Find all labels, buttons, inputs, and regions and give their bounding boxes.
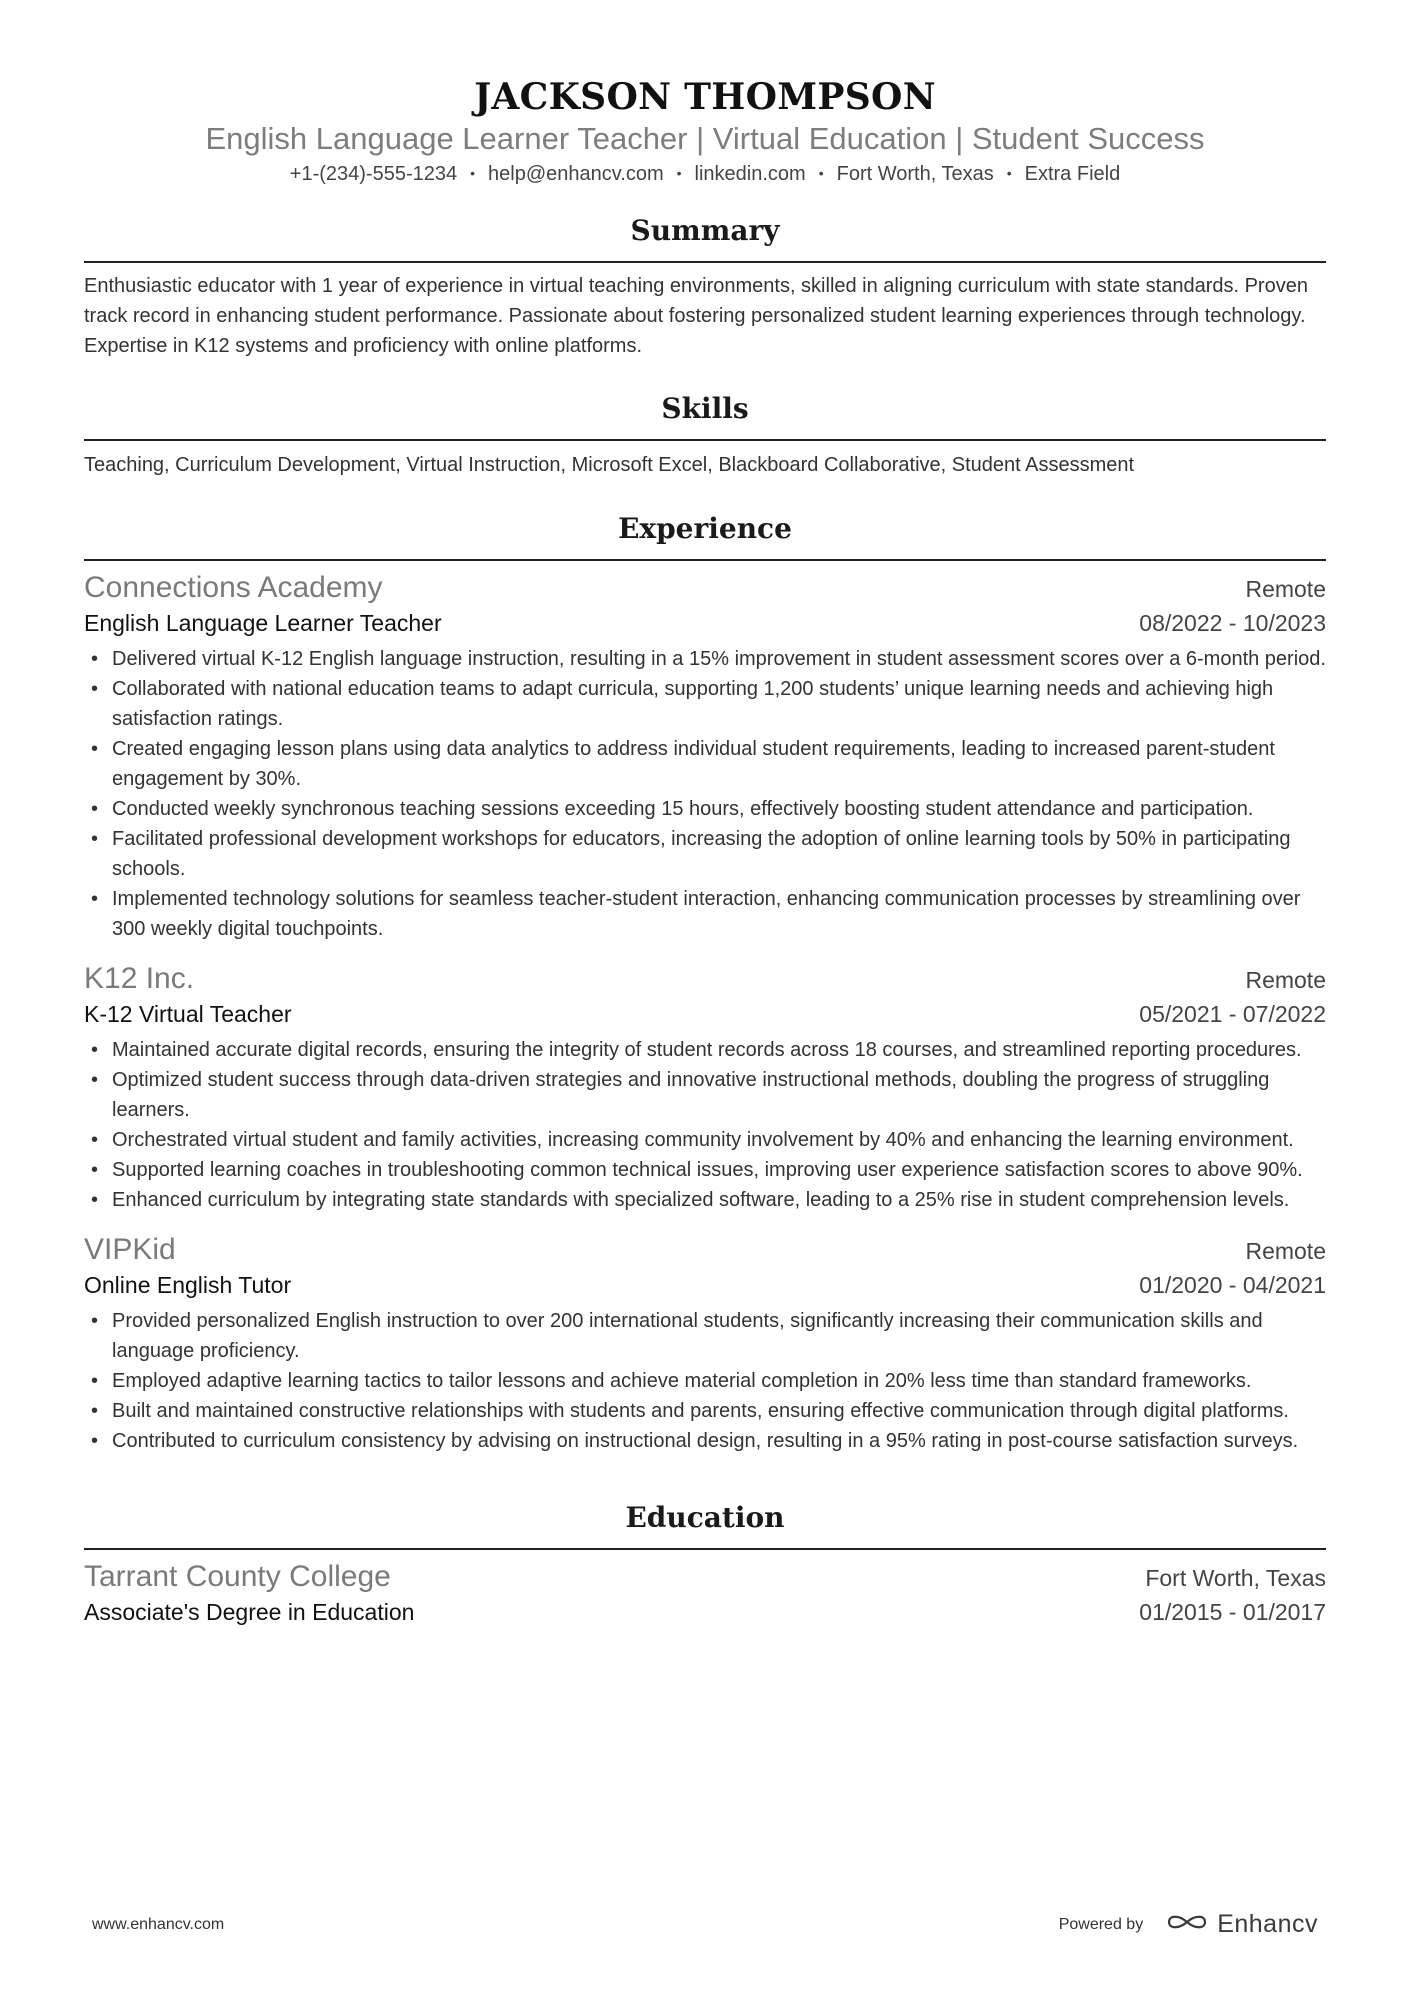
powered-by-block [1059,1910,1318,1939]
section-heading-experience: Experience [618,512,792,545]
powered-by-label: Powered by [1058,1915,1144,1933]
job-dates: 01/2020 - 04/2021 [1139,1272,1326,1298]
phone: +1-(234)-555-1234 [289,163,458,185]
school-location: Fort Worth, Texas [1145,1565,1326,1591]
enhancv-logo-icon [1165,1910,1209,1939]
page-footer [0,1910,1410,1939]
achievement-item: • Conducted weekly synchronous teaching sessions exceeding 15 hours, effectively boosting student attendance and participation. [84,794,1326,824]
achievement-list [84,1035,1326,1215]
candidate-name: JACKSON THOMPSON [474,76,936,118]
achievement-list [84,644,1326,944]
job-location: Remote [1245,1238,1326,1264]
summary-section [84,213,1326,361]
section-divider [84,559,1326,561]
section-divider [84,439,1326,441]
separator-dot: • [818,165,824,181]
location: Fort Worth, Texas [836,163,994,185]
achievement-item: • Provided personalized English instruction to over 200 international students, significantly increasing their communication skills and language proficiency. [84,1306,1326,1366]
job-title: K-12 Virtual Teacher [84,1001,292,1027]
enhancv-brand[interactable] [1165,1910,1318,1939]
achievement-item: • Optimized student success through data-driven strategies and innovative instructional methods, doubling the progress of struggling learners. [84,1065,1326,1125]
section-heading-education: Education [625,1501,785,1534]
achievement-item: • Maintained accurate digital records, ensuring the integrity of student records across 18 courses, and streamlined reporting procedures. [84,1035,1326,1065]
resume-header [84,0,1326,189]
experience-section [84,511,1326,1456]
school-name: Tarrant County College [84,1560,391,1593]
achievement-item: • Enhanced curriculum by integrating state standards with specialized software, leading to a 25% rise in student comprehension levels. [84,1185,1326,1215]
job-dates: 08/2022 - 10/2023 [1139,610,1326,636]
skills-text: Teaching, Curriculum Development, Virtual Instruction, Microsoft Excel, Blackboard Collaborative, Student Assessment [84,454,1135,476]
achievement-item: • Supported learning coaches in troubleshooting common technical issues, improving user experience satisfaction scores to above 90%. [84,1155,1326,1185]
separator-dot: • [676,165,682,181]
job-location: Remote [1245,967,1326,993]
contact-info [84,160,1326,189]
achievement-item: • Collaborated with national education teams to adapt curricula, supporting 1,200 students’ unique learning needs and achieving high satisfaction ratings. [84,674,1326,734]
extra-field: Extra Field [1024,163,1121,185]
experience-entry [84,569,1326,944]
degree-name: Associate's Degree in Education [84,1599,415,1625]
achievement-item: • Contributed to curriculum consistency by advising on instructional design, resulting in a 95% rating in post-course satisfaction surveys. [84,1426,1326,1456]
company-name: VIPKid [84,1233,176,1266]
email: help@enhancv.com [488,163,664,185]
summary-text: Enthusiastic educator with 1 year of experience in virtual teaching environments, skilled in aligning curriculum with state standards. Proven track record in enhancing student performance. Passionate about fostering personalized student learning experiences through technology. Expertise in K12 systems and proficiency with online platforms. [84,275,1308,357]
separator-dot: • [470,165,476,181]
separator-dot: • [1006,165,1012,181]
achievement-item: • Built and maintained constructive relationships with students and parents, ensuring effective communication through digital platforms. [84,1396,1326,1426]
section-divider [84,261,1326,263]
achievement-item: • Facilitated professional development workshops for educators, increasing the adoption of online learning tools by 50% in participating schools. [84,824,1326,884]
section-heading-summary: Summary [630,214,780,247]
section-heading-skills: Skills [661,392,749,425]
footer-url-link[interactable]: www.enhancv.com [92,1915,225,1933]
achievement-list [84,1306,1326,1456]
candidate-title: English Language Learner Teacher | Virtual Education | Student Success [205,121,1205,156]
experience-entry [84,960,1326,1215]
achievement-item: • Implemented technology solutions for seamless teacher-student interaction, enhancing communication processes by streamlining over 300 weekly digital touchpoints. [84,884,1326,944]
linkedin: linkedin.com [694,163,806,185]
skills-section [84,391,1326,480]
education-section [84,1500,1326,1628]
achievement-item: • Created engaging lesson plans using data analytics to address individual student requirements, leading to increased parent-student engagement by 30%. [84,734,1326,794]
section-divider [84,1548,1326,1550]
company-name: Connections Academy [84,571,383,604]
education-dates: 01/2015 - 01/2017 [1139,1599,1326,1625]
job-location: Remote [1245,576,1326,602]
achievement-item: • Employed adaptive learning tactics to tailor lessons and achieve material completion in 20% less time than standard frameworks. [84,1366,1326,1396]
achievement-item: • Delivered virtual K-12 English language instruction, resulting in a 15% improvement in student assessment scores over a 6-month period. [84,644,1326,674]
job-dates: 05/2021 - 07/2022 [1139,1001,1326,1027]
job-title: English Language Learner Teacher [84,610,442,636]
education-entry [84,1558,1326,1628]
achievement-item: • Orchestrated virtual student and family activities, increasing community involvement by 40% and enhancing the learning environment. [84,1125,1326,1155]
experience-entry [84,1231,1326,1456]
company-name: K12 Inc. [84,962,195,995]
job-title: Online English Tutor [84,1272,292,1298]
enhancv-brand-name: Enhancv [1217,1910,1318,1938]
